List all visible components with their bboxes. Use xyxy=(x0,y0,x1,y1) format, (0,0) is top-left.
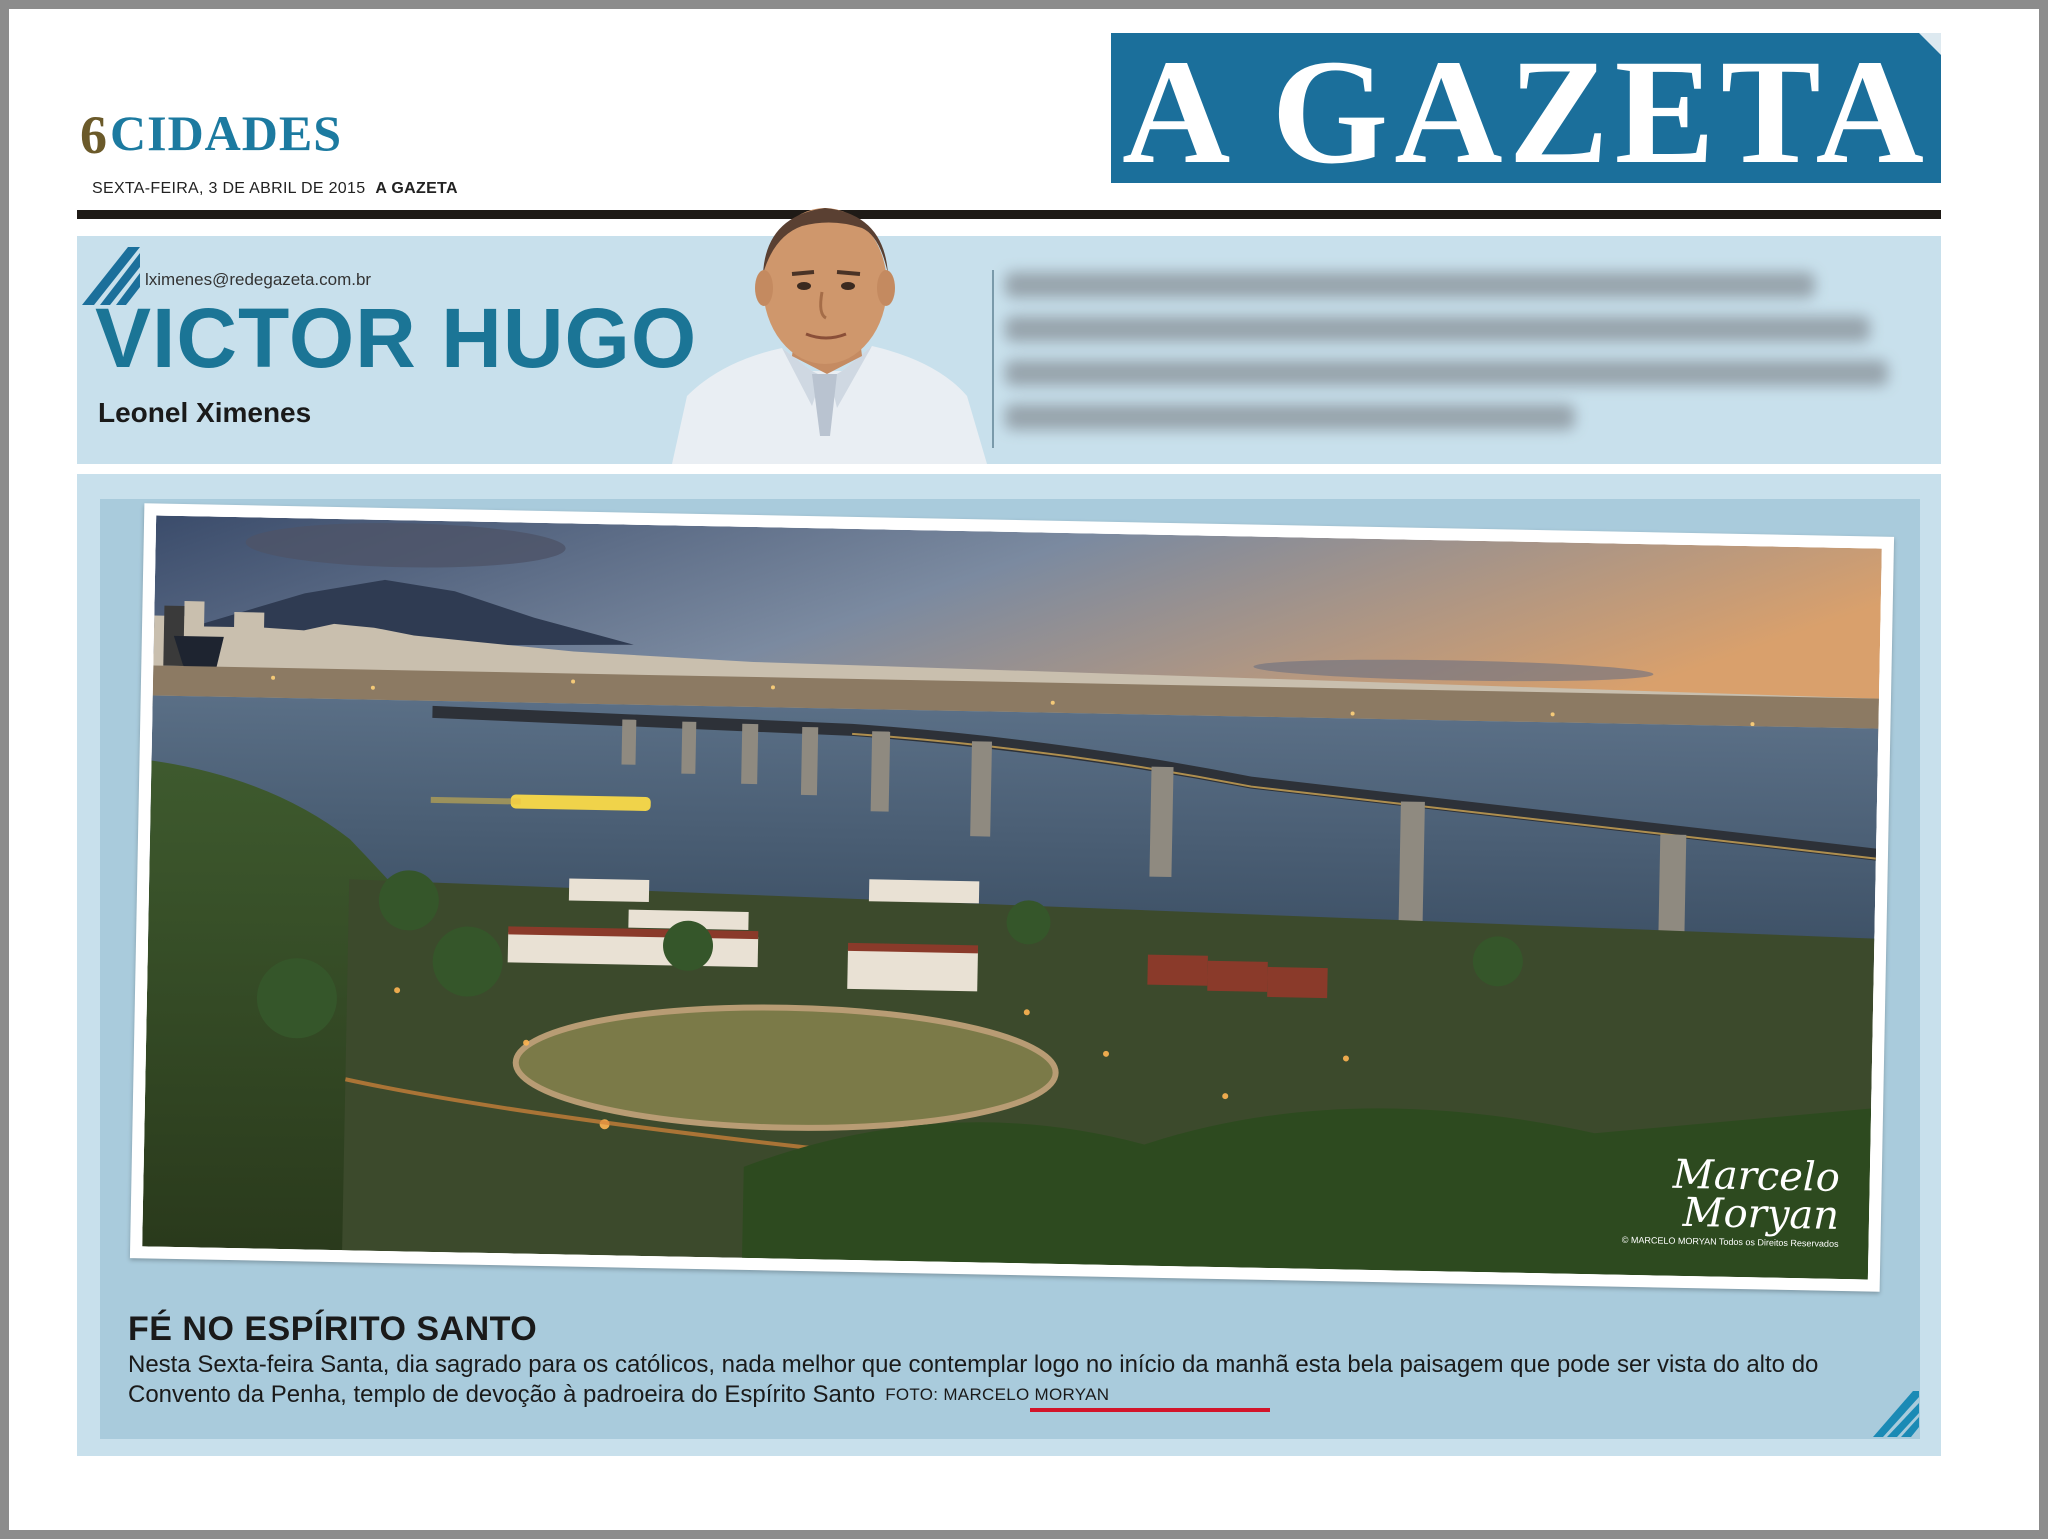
credit-underline xyxy=(1030,1408,1270,1412)
page-number: 6 xyxy=(80,105,107,165)
paper-name: A GAZETA xyxy=(375,180,458,197)
columnist-email: lximenes@redegazeta.com.br xyxy=(145,270,372,289)
caption-body: Nesta Sexta-feira Santa, dia sagrado para os católicos, nada melhor que contemplar logo no início da manhã esta bela paisagem que pode ser vista do alto do Convento da Penha, templo de devoção à padroeira do Espírito Santo xyxy=(128,1351,1819,1408)
caption-title: FÉ NO ESPÍRITO SANTO xyxy=(128,1310,538,1348)
column-divider xyxy=(992,270,994,448)
masthead-title: A GAZETA xyxy=(1122,29,1930,195)
header-rule xyxy=(77,210,1941,219)
feature-photo-frame xyxy=(130,503,1894,1291)
author-portrait xyxy=(662,196,992,464)
masthead-corner-fold xyxy=(1919,33,1941,55)
author-name: Leonel Ximenes xyxy=(98,397,312,428)
watermark-signature-line1: Marcelo xyxy=(1672,1151,1841,1201)
column-title: VICTOR HUGO xyxy=(95,291,698,385)
caption-text xyxy=(128,1350,1898,1412)
watermark-signature-line2: Moryan xyxy=(1682,1189,1840,1239)
section-title: CIDADES xyxy=(110,105,343,161)
dateline xyxy=(92,180,458,198)
blurred-column-intro xyxy=(1005,258,1925,458)
issue-date: SEXTA-FEIRA, 3 DE ABRIL DE 2015 xyxy=(92,180,366,197)
photo-watermark xyxy=(1621,1151,1841,1249)
photo-credit: FOTO: MARCELO MORYAN xyxy=(885,1385,1110,1404)
slash-stripes-icon xyxy=(1873,1391,1921,1437)
masthead-logo xyxy=(1111,29,1941,195)
watermark-rights: © MARCELO MORYAN Todos os Direitos Reservados xyxy=(1621,1234,1839,1249)
feature-photo xyxy=(142,515,1882,1279)
